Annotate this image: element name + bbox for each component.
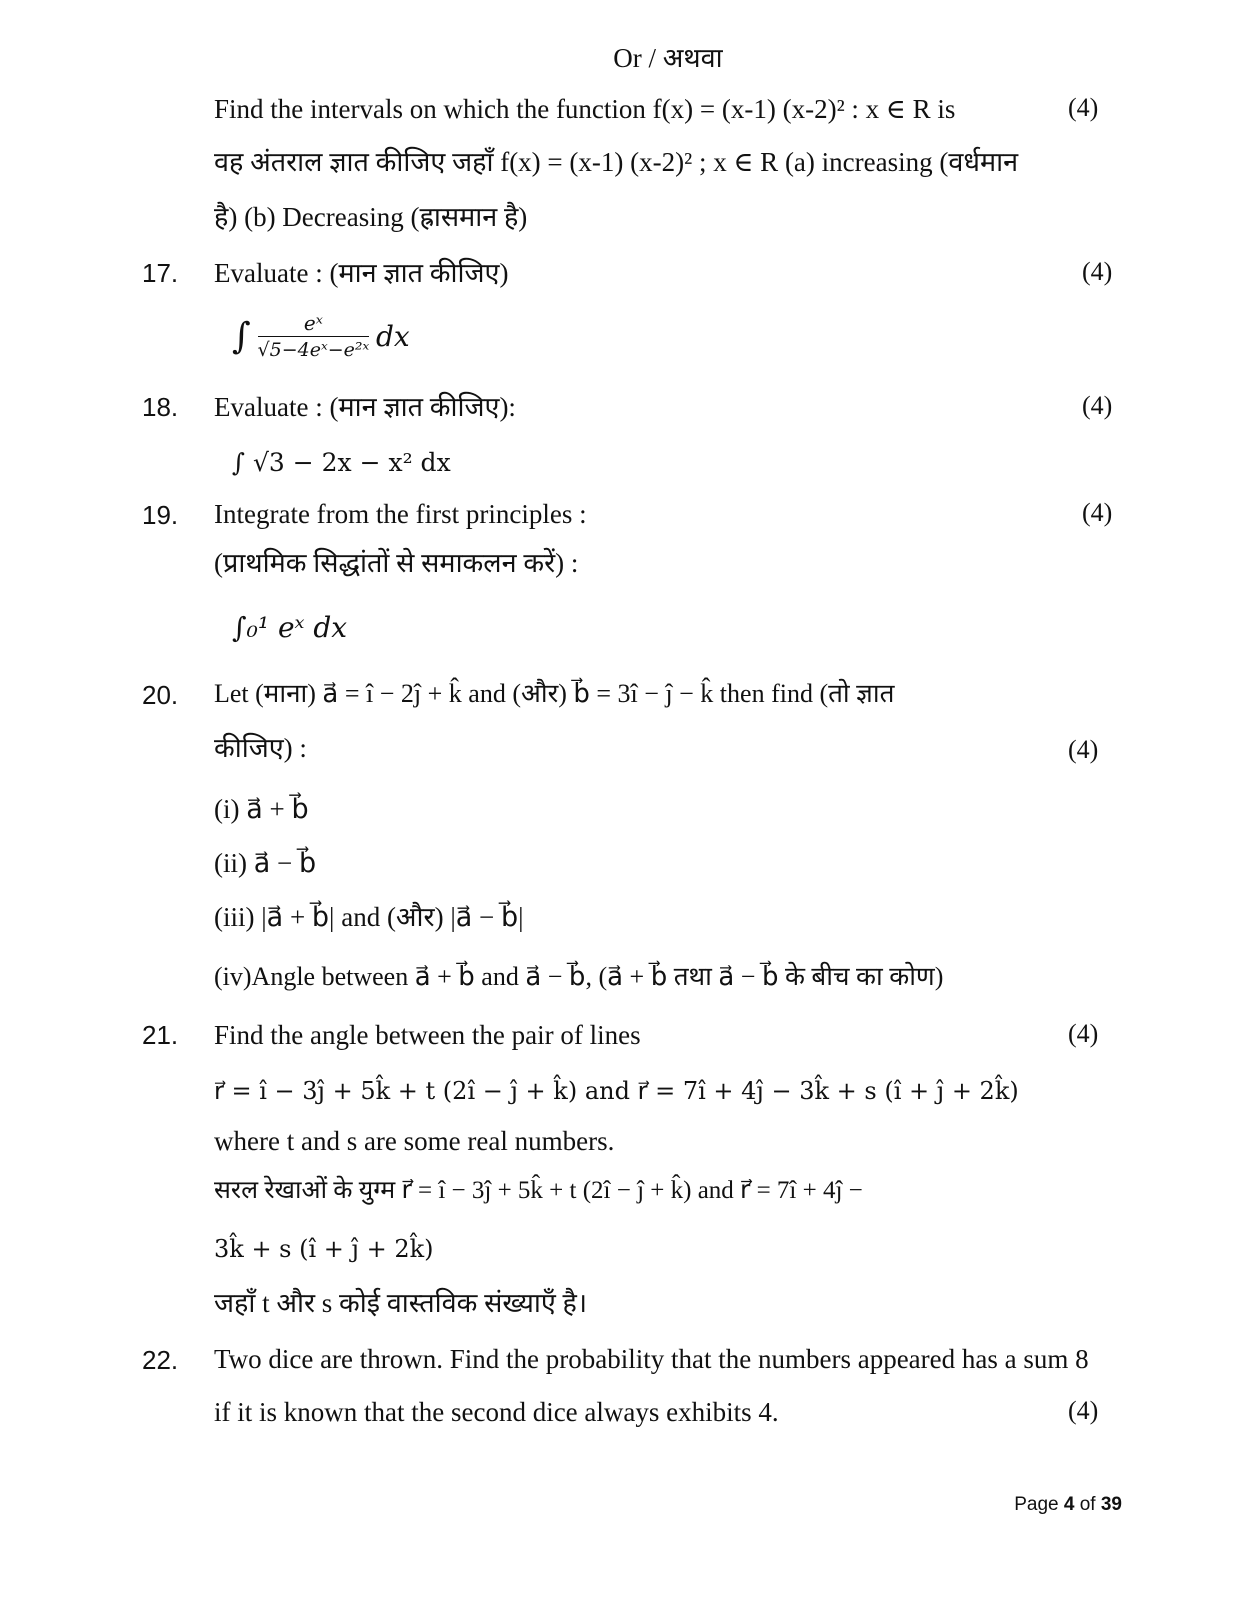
q17-number: 17. — [142, 258, 179, 288]
q21-where: where t and s are some real numbers. — [214, 1126, 615, 1156]
q22-line1: Two dice are thrown. Find the probability that the numbers appeared has a sum 8 — [214, 1344, 1089, 1374]
q21-hindi-line1: सरल रेखाओं के युग्म r⃗ = î − 3ĵ + 5k̂ + t (2î − ĵ + k̂) and r⃗ = 7î + 4ĵ − — [214, 1177, 863, 1204]
page-current: 4 — [1063, 1494, 1075, 1515]
q21-marks: (4) — [1068, 1019, 1099, 1048]
page-number — [1014, 1494, 1122, 1516]
q21-hindi-line3: जहाँ t और s कोई वास्तविक संख्याएँ है। — [214, 1288, 588, 1318]
q20-part-iii: (iii) |a⃗ + b⃗| and (और) |a⃗ − b⃗| — [214, 902, 524, 932]
page-total: 39 — [1100, 1494, 1122, 1515]
q19-text: Integrate from the first principles : — [214, 499, 587, 529]
q17-integral — [232, 310, 410, 363]
q21-line-equations: r⃗ = î − 3ĵ + 5k̂ + t (2î − ĵ + k̂) and r⃗ = 7î + 4ĵ − 3k̂ + s (î + ĵ + 2k̂) — [214, 1077, 1019, 1105]
q20-part-ii: (ii) a⃗ − b⃗ — [214, 848, 317, 878]
q18-marks: (4) — [1082, 391, 1113, 420]
q17-numerator: eˣ — [258, 310, 370, 337]
q16-marks: (4) — [1068, 93, 1099, 122]
q22-line2: if it is known that the second dice always exhibits 4. — [214, 1397, 779, 1427]
integral-sign: ∫ — [232, 316, 251, 357]
q22-marks: (4) — [1068, 1396, 1099, 1425]
q22-number: 22. — [142, 1345, 179, 1375]
q20-part-i: (i) a⃗ + b⃗ — [214, 794, 309, 824]
q21-number: 21. — [142, 1020, 179, 1050]
or-divider: Or / अथवा — [613, 43, 723, 73]
of-label: of — [1079, 1494, 1096, 1515]
q18-expression: ∫ √3 − 2x − x² dx — [232, 448, 451, 477]
q20-marks: (4) — [1068, 735, 1099, 764]
q20-part-iv: (iv)Angle between a⃗ + b⃗ and a⃗ − b⃗, (a⃗ + b⃗ तथा a⃗ − b⃗ के बीच का कोण) — [214, 962, 944, 991]
q19-number: 19. — [142, 500, 179, 530]
q19-expression: ∫₀¹ eˣ dx — [232, 611, 348, 644]
q17-fraction — [258, 310, 370, 363]
q18-number: 18. — [142, 392, 179, 422]
q16-line1: Find the intervals on which the function f(x) = (x-1) (x-2)² : x ∈ R is — [214, 94, 956, 124]
q21-hindi-line2: 3k̂ + s (î + ĵ + 2k̂) — [214, 1235, 434, 1263]
q16-line2: वह अंतराल ज्ञात कीजिए जहाँ f(x) = (x-1) (x-2)² ; x ∈ R (a) increasing (वर्धमान — [214, 147, 1019, 177]
q17-denominator: √5−4eˣ−e²ˣ — [257, 339, 370, 361]
q20-line2: कीजिए) : — [214, 733, 307, 763]
q20-line1: Let (माना) a⃗ = î − 2ĵ + k̂ and (और) b⃗ = 3î − ĵ − k̂ then find (तो ज्ञात — [214, 679, 895, 708]
q18-text: Evaluate : (मान ज्ञात कीजिए): — [214, 392, 516, 422]
q16-line3: है) (b) Decreasing (ह्रासमान है) — [214, 202, 528, 232]
q17-text: Evaluate : (मान ज्ञात कीजिए) — [214, 258, 509, 288]
q17-dx: dx — [375, 320, 410, 353]
q17-marks: (4) — [1082, 257, 1113, 286]
q19-marks: (4) — [1082, 498, 1113, 527]
q21-text: Find the angle between the pair of lines — [214, 1020, 641, 1050]
page-label: Page — [1014, 1494, 1059, 1515]
q19-hindi: (प्राथमिक सिद्धांतों से समाकलन करें) : — [214, 548, 579, 578]
q20-number: 20. — [142, 680, 179, 710]
